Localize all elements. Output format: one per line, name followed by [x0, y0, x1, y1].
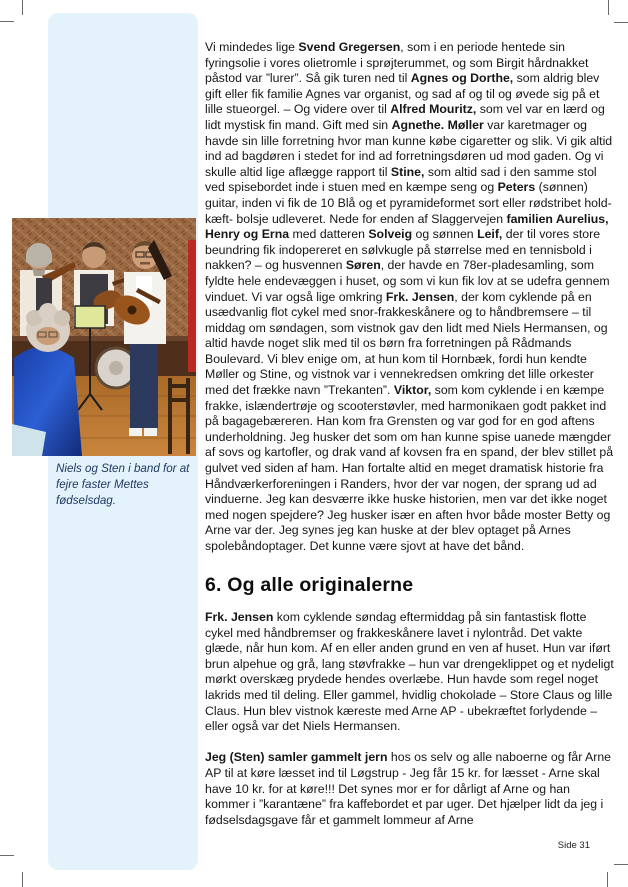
crop-mark-bottom-right-v [607, 872, 608, 887]
band-photo [12, 218, 196, 456]
paragraph-memories: Vi mindedes lige Svend Gregersen, som i en periode hentede sin fyringsolie i vores olietromle i sprøjterummet, og som Birgit hårdnakket påstod var ”lurer”. Så gik turen ned til Agnes og Dorthe, som aldrig blev gift eller fik familie Agnes var organist, og sad af og til og øvede sig på et lille stueorgel. – Og videre over til Alfred Mouritz, som vel var en lærd og lidt mystisk fin mand. Gift med sin Agnethe. Møller var karetmager og havde sin lille forretning hvor man kunne købe cigaretter og slik. Vi gik altid ind ad bagdøren i stedet for ind ad forretningsdøren ud mod gaden. Og vi skulle altid lige aflægge rapport til Stine, som altid sad i den samme stol ved spisebordet inde i stuen med en kæmpe seng og Peters (sønnen) guitar, inden vi fik de 10 Blå og et pyramideformet sort eller rødstribet hold-kæft- bolsje udleveret. Nede for enden af Slaggervejen familien Aurelius, Henry og Erna med datteren Solveig og sønnen Leif, der til vores store beundring fik indopereret en sølvkugle på størrelse med en tennisbold i nakken? – og husvennen Søren, der havde en 78er-pladesamling, som fyldte hele endevæggen i huset, og som vi kun fik lov at se udefra gennem vinduet. Vi var også lige omkring Frk. Jensen, der kom cyklende på en usædvanlig flot cykel med snor-frakkeskånere og to håndbremsere – til middag om søndagen, som vistnok gav den lidt med Niels Hermansen, og altid havde noget slik med til os børn fra forretningen på Rådmands Boulevard. Vi blev enige om, at hun kom til Hornbæk, fordi hun kendte Møller og Stine, og vistnok var i vennekredsen omkring det lille orkester med det frække navn ”Trekanten”. Viktor, som kom cyklende i en kæmpe frakke, islændertrøje og scooterstøvler, med harmonikaen godt pakket ind på bagagebæreren. Han kom fra Grensten og var god for en god aftens underholdning. Jeg husker det som om han kunne spise uanede mængder af sovs og kartofler, og drak vand af kovsen fra en spand, der blev stillet på gulvet ved siden af ham. Han fortalte altid en meget dramatisk historie fra Håndværkerforeningen i Randers, hvor der var nogen, der sprang ud ad vinduerne. Jeg kan desværre ikke huske historien, men var det ikke noget med nogen spejdere? Jeg husker især en aften hvor både moster Betty og Arne var der. Jeg synes jeg kan huske at der blev optaget på Arnes spolebåndoptager. Det kunne være sjovt at have det bånd. [205, 40, 614, 553]
crop-mark-top-right-h [614, 22, 628, 23]
crop-mark-bottom-left-h [0, 855, 14, 856]
crop-mark-top-right-v [608, 0, 609, 15]
crop-mark-bottom-right-h [614, 864, 628, 865]
crop-mark-bottom-left-v [22, 872, 23, 887]
paragraph-scrap-iron: Jeg (Sten) samler gammelt jern hos os selv og alle naboerne og får Arne AP til at køre læsset ind til Løgstrup - Jeg får 15 kr. for læsset - Arne skal have 10 kr. for at køre!!! Det synes mor er for dårligt af Arne og han kommer i ”karantæne” fra kaffebordet et par uger. Det hjælper lidt da jeg i fødselsdagsgave får et gammelt lommeur af Arne [205, 750, 612, 827]
page-number: Side 31 [557, 840, 590, 851]
paragraph-frk-jensen: Frk. Jensen kom cyklende søndag eftermiddag på sin fantastisk flotte cykel med håndbremser og frakkeskånere lavet i nylontråd. Det vakte glæde, når hun kom. Af en eller anden grund en ven af huset. Hun var iført brun alpehue og grå, lang støvfrakke – hun var drengeklippet og et nydeligt mørkt overskæg prydede hendes overlæbe. Hun havde som regel noget lakrids med til deling. Eller gammel, hvidlig chokolade – Store Claus og lille Claus. Hun blev vistnok kæreste med Arne AP - ubekræftet forlydende – eller også var det Niels Hermansen. [205, 610, 614, 734]
crop-mark-top-left-h [0, 21, 14, 22]
photo-red-curtain [188, 240, 196, 372]
photo-caption: Niels og Sten i band for at fejre faster Mettes fødselsdag. [56, 462, 190, 507]
main-text-column [205, 40, 614, 828]
section-heading: 6. Og alle originalerne [205, 573, 414, 596]
crop-mark-top-left-v [22, 0, 23, 15]
